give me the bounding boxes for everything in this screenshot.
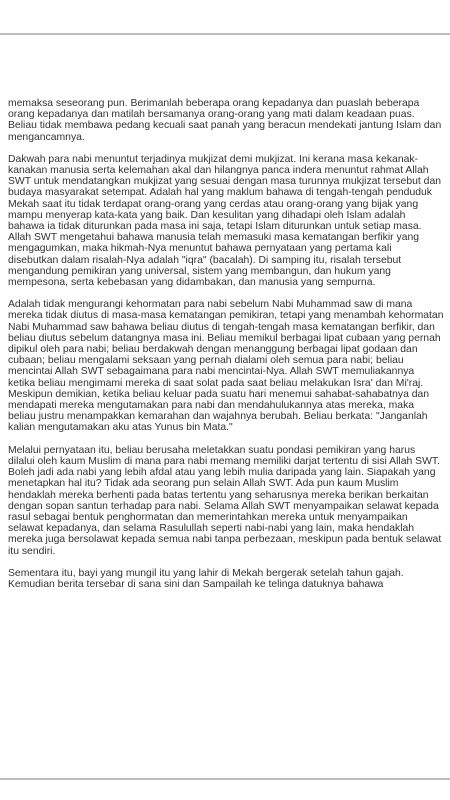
paragraph: Dakwah para nabi menuntut terjadinya mukjizat demi mukjizat. Ini kerana masa kekanak-kanakan manusia serta kelemahan akal dan hilangnya panca indera menuntut rahmat Allah SWT untuk mendatangkan mukjizat yang sesuai dengan masa turunnya mukjizat tersebut dan budaya masyarakat setempat. Adalah hal yang maklum bahawa di tengah-tengah penduduk Mekah saat itu tidak terdapat orang-orang yang cerdas atau orang-orang yang bijak yang mampu menyerap kata-kata yang baik. Dan kesulitan yang dihadapi oleh Islam adalah bahawa ia tidak diturunkan pada masa ini saja, tetapi Islam diturunkan untuk setiap masa. Allah SWT mengetahui bahawa manusia telah memasuki masa kematangan berfikir yang mengagumkan, maka hikmah-Nya menuntut bahawa pernyataan yang pertama kali disebutkan dalam risalah-Nya adalah "iqra" (bacalah). Di samping itu, risalah tersebut mengandung pemikiran yang universal, sistem yang membangun, dan hukum yang mempesona, serta kebebasan yang didambakan, dan manusia yang sempurna. <box>8 153 441 289</box>
paragraph: Sementara itu, bayi yang mungil itu yang lahir di Mekah bergerak setelah tahun gajah. Kemudian berita tersebar di sana sini dan Sampailah ke telinga datuknya bahawa <box>8 567 404 590</box>
top-divider <box>0 33 450 35</box>
bottom-divider <box>0 778 450 780</box>
paragraph: memaksa seseorang pun. Berimanlah beberapa orang kepadanya dan puaslah beberapa orang kepadanya dan matilah bersamanya orang-orang yang mati dalam keadaan puas. Beliau tidak membawa pedang kecuali saat panah yang beracun mendekati jantung Islam dan mengancamnya. <box>8 98 442 143</box>
paragraph: Adalah tidak mengurangi kehormatan para nabi sebelum Nabi Muhammad saw di mana mereka tidak diutus di masa-masa kematangan pemikiran, tetapi yang menambah kehormatan Nabi Muhammad saw bahawa beliau diutus di tengah-tengah masa kematangan berfikir, dan beliau diutus sebelum datangnya masa ini. Beliau memikul berbagai lipat cubaan yang pernah dipikul oleh para nabi; beliau berdakwah dengan menanggung berbagai lipat godaan dan cubaan; beliau mengalami seksaan yang pernah dialami oleh semua para nabi; beliau mencintai Allah SWT sebagaimana para nabi mencintai-Nya. Allah SWT memuliakannya ketika beliau mengimami mereka di saat solat pada saat beliau melakukan Isra' dan Mi'raj. Meskipun demikian, ketika beliau keluar pada suatu hari menemui sahabat-sahabatnya dan mendapati mereka mengutamakan para nabi dan mendahulukannya atas mereka, maka beliau justru menampakkan kemarahan dan wajahnya berubah. Beliau berkata: "Janganlah kalian mengutamakan aku atas Yunus bin Mata." <box>8 299 444 434</box>
article-body[interactable] <box>8 98 444 601</box>
paragraph: Melalui pernyataan itu, beliau berusaha meletakkan suatu pondasi pemikiran yang harus dilalui oleh kaum Muslim di mana para nabi memang memiliki darjat tertentu di sisi Allah SWT. Boleh jadi ada nabi yang lebih afdal atau yang lebih mulia daripada yang lain. Siapakah yang menetapkan hal itu? Tidak ada seorang pun selain Allah SWT. Ada pun kaum Muslim hendaklah mereka berhenti pada batas tertentu yang seharusnya mereka berikan berkaitan dengan sopan santun terhadap para nabi. Selama Allah SWT menyampaikan selawat kepada rasul sebagai bentuk penghormatan dan memerintahkan mereka untuk menyampaikan selawat kepadanya, dan selama Rasulullah seperti nabi-nabi yang lain, maka hendaklah mereka juga bersolawat kepada semua nabi tanpa perbezaan, meskipun pada bentuk selawat itu sendiri. <box>8 444 442 557</box>
